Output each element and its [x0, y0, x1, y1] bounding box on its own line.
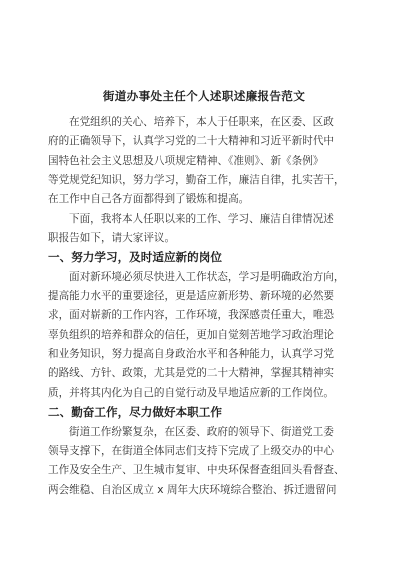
paragraph-3-line: 面对新环境必须尽快进入工作状态，学习是明确政治方向，: [69, 271, 345, 283]
paragraph-4-line: 两会维稳、自治区成立 x 周年大庆环境综合整治、拆迁遗留问: [48, 484, 337, 496]
paragraph-2-line: 下面，我将本人任职以来的工作、学习、廉洁自律情况述: [69, 213, 334, 225]
section-heading-1: 一、努力学习，及时适应新的岗位: [48, 250, 222, 264]
paragraph-1-line: 在党组织的关心、培养下，本人于任职来，在区委、区政: [69, 116, 334, 128]
paragraph-3-line: 质，并将其内化为自己的自觉行动及早地适应新的工作岗位。: [48, 387, 335, 399]
paragraph-1-line: 府的正确领导下，认真学习党的二十大精神和习近平新时代中: [48, 135, 335, 147]
paragraph-1-line: 等党规党纪知识，努力学习，勤奋工作，廉洁自律，扎实苦干，: [48, 174, 345, 186]
document-title: 街道办事处主任个人述职述廉报告范文: [102, 89, 306, 103]
paragraph-3-line: 的路线、方针、政策，尤其是党的二十大精神，掌握其精神实: [48, 367, 335, 379]
paragraph-4-line: 街道工作纷繁复杂，在区委、政府的领导下、街道党工委: [69, 426, 334, 438]
paragraph-3-line: 和业务知识，努力提高自身政治水平和各种能力，认真学习党: [48, 348, 335, 360]
paragraph-2-line: 职报告如下，请大家评议。: [48, 232, 176, 244]
paragraph-1-line: 在工作中自己各方面都得到了锻炼和提高。: [48, 193, 250, 205]
paragraph-3-line: 辜负组织的培养和群众的信任，更加自觉刻苦地学习政治理论: [48, 329, 335, 341]
paragraph-4-line: 领导支撑下，在街道全体同志们支持下完成了上级交办的中心: [48, 445, 335, 457]
paragraph-4-line: 工作及安全生产、卫生城市复审、中央环保督查组回头看督查、: [48, 464, 345, 476]
section-heading-2: 二、勤奋工作，尽力做好本职工作: [48, 405, 222, 419]
paragraph-3-line: 提高能力水平的重要途径，更是适应新形势、新环境的必然要: [48, 290, 335, 302]
paragraph-3-line: 求，面对崭新的工作内容，工作环境，我深感责任重大，唯恐: [48, 309, 335, 321]
paragraph-1-line: 国特色社会主义思想及八项规定精神、《准则》、新《条例》: [48, 155, 324, 167]
